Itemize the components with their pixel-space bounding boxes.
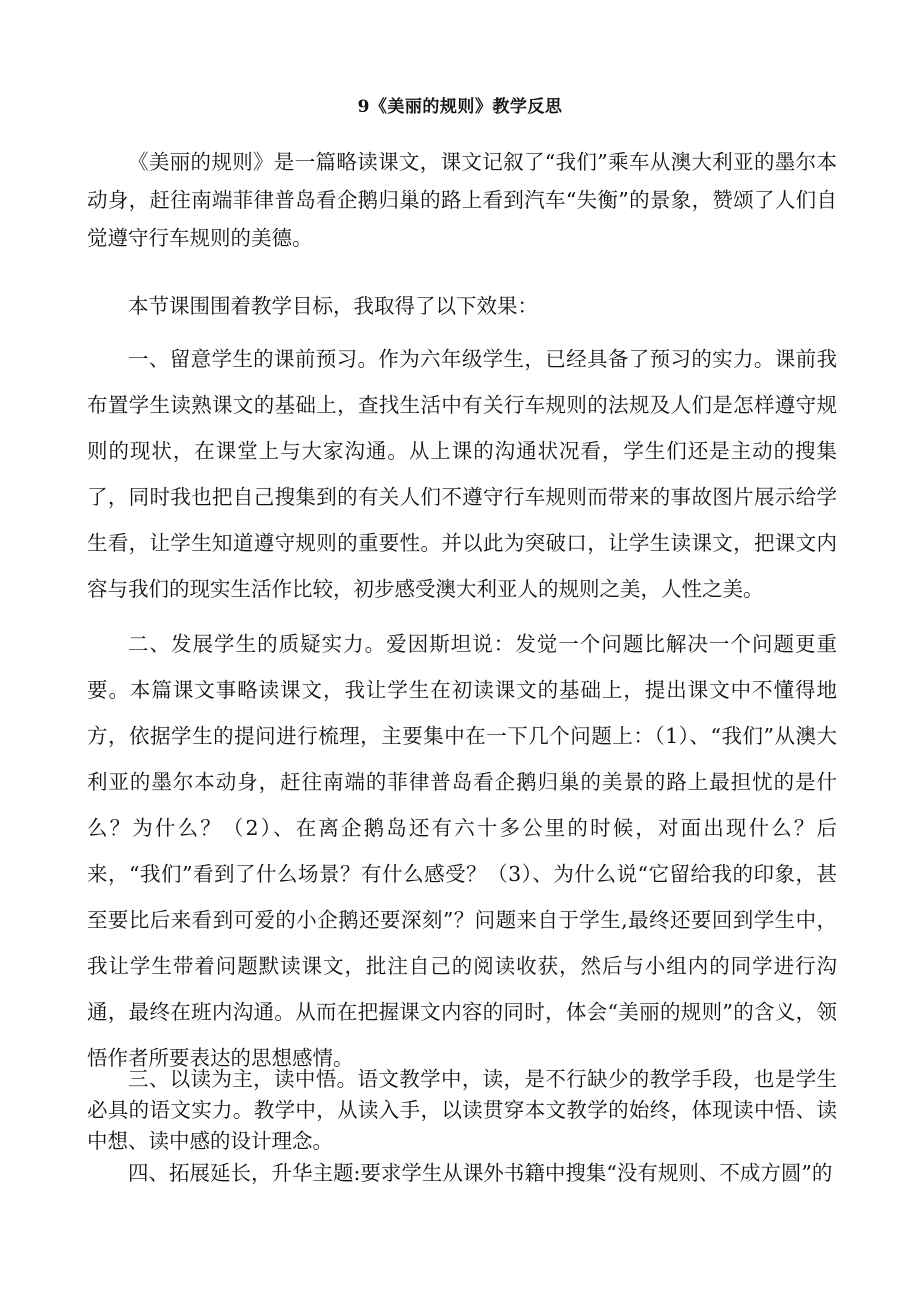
paragraph-intro: 《美丽的规则》是一篇略读课文，课文记叙了“我们”乘车从澳大利亚的墨尔本动身，赶往南端菲律普岛看企鹅归巢的路上看到汽车“失衡”的景象，赞颂了人们自觉遵守行车规则的美德。 [87,150,837,250]
paragraph-point-four: 四、拓展延长，升华主题:要求学生从课外书籍中搜集“没有规则、不成方圆”的 [128,1161,833,1185]
paragraph-effects-lead: 本节课围围着教学目标，我取得了以下效果： [128,294,538,318]
paragraph-point-two: 二、发展学生的质疑实力。爱因斯坦说：发觉一个问题比解决一个问题更重要。本篇课文事略读课文，我让学生在初读课文的基础上，提出课文中不懂得地方，依据学生的提问进行梳理，主要集中在一下几个问题上：（1）、“我们”从澳大利亚的墨尔本动身，赶往南端的菲律普岛看企鹅归巢的美景的路上最担忧的是什么？为什么？（2）、在离企鹅岛还有六十多公里的时候，对面出现什么？后来，“我们”看到了什么场景？有什么感受？（3）、为什么说“它留给我的印象，甚至要比后来看到可爱的小企鹅还要深刻”？问题来自于学生,最终还要回到学生中，我让学生带着问题默读课文，批注自己的阅读收获，然后与小组内的同学进行沟通，最终在班内沟通。从而在把握课文内容的同时，体会“美丽的规则”的含义，领悟作者所要表达的思想感情。 [87,632,837,1070]
paragraph-point-one: 一、留意学生的课前预习。作为六年级学生，已经具备了预习的实力。课前我布置学生读熟课文的基础上，查找生活中有关行车规则的法规及人们是怎样遵守规则的现状，在课堂上与大家沟通。从上课的沟通状况看，学生们还是主动的搜集了，同时我也把自己搜集到的有关人们不遵守行车规则而带来的事故图片展示给学生看，让学生知道遵守规则的重要性。并以此为突破口，让学生读课文，把课文内容与我们的现实生活作比较，初步感受澳大利亚人的规则之美，人性之美。 [87,347,837,601]
paragraph-point-three: 三、以读为主，读中悟。语文教学中，读，是不行缺少的教学手段，也是学生必具的语文实力。教学中，从读入手，以读贯穿本文教学的始终，体现读中悟、读中想、读中感的设计理念。 [87,1067,837,1153]
document-title: 9《美丽的规则》教学反思 [357,97,563,117]
